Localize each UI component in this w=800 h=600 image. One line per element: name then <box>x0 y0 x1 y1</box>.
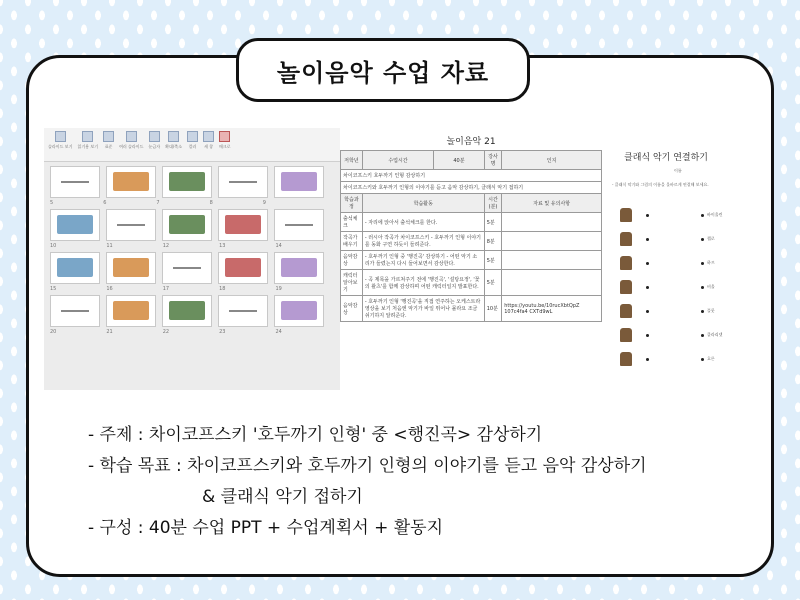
ribbon-icon <box>103 131 114 142</box>
slide-content <box>57 215 93 234</box>
slide-thumbnail[interactable] <box>162 209 212 241</box>
slide-content <box>225 215 261 234</box>
table-cell: - 호두까기 인형 '행진곡'을 직접 연주하는 오케스트라 영상을 보기 처음엔 악기가 바일 뛰어나 몰라요 조금 쉬기하지 알려준다. <box>362 296 484 322</box>
slide-content <box>169 172 205 191</box>
plan-header-cell: 강사명 <box>484 151 502 170</box>
ribbon-button[interactable] <box>165 131 182 158</box>
dot-icon <box>701 310 704 313</box>
slide-content <box>285 224 313 226</box>
slide-number-row <box>50 243 350 249</box>
table-cell: 캐릭터 알아보기 <box>341 270 363 296</box>
instrument-label: 첼로 <box>707 236 715 241</box>
ribbon-label: 새 창 <box>203 144 213 149</box>
ribbon-button[interactable] <box>119 131 143 158</box>
ribbon-icon <box>82 131 93 142</box>
slide-number: 12 <box>162 243 170 249</box>
worksheet-instruction: - 클래식 악기와 그림의 이름을 올바르게 연결해 보세요. <box>612 182 709 187</box>
ribbon-button[interactable] <box>219 131 231 158</box>
instrument-figure-icon <box>620 304 632 318</box>
slide-thumbnail[interactable] <box>50 166 100 198</box>
ribbon-icon <box>219 131 230 142</box>
slide-thumbnail[interactable] <box>106 252 156 284</box>
topic-line: - 주제 : 차이코프스키 '호두까기 인형' 중 <행진곡> 감상하기 <box>88 425 543 445</box>
worksheet-item <box>620 304 750 318</box>
slide-number: 16 <box>106 286 113 292</box>
slide-content <box>173 267 201 269</box>
ribbon-label: 확대/축소 <box>165 144 182 149</box>
plan-col-header: 시간(분) <box>484 194 502 213</box>
ribbon-label: 여러 슬라이드 <box>119 144 144 149</box>
ribbon-label: 슬라이드 보기 <box>48 144 73 149</box>
slide-thumbnail[interactable] <box>50 209 100 241</box>
ribbon-label: 컬러 <box>188 144 197 149</box>
table-cell: 5분 <box>484 213 502 232</box>
slide-number: 9 <box>262 200 266 206</box>
worksheet-name-label: 이름 <box>674 168 682 173</box>
table-cell <box>502 232 602 251</box>
ppt-screenshot <box>44 128 350 390</box>
worksheet-title: 클래식 악기 연결하기 <box>624 153 708 163</box>
instrument-label: 클라리넷 <box>707 332 723 337</box>
table-row <box>341 232 602 251</box>
slide-content <box>225 258 261 277</box>
dot-icon <box>646 310 649 313</box>
slide-thumbnail[interactable] <box>50 295 100 327</box>
table-row <box>341 296 602 322</box>
slide-content <box>281 172 317 191</box>
ribbon-icon <box>203 131 214 142</box>
slide-thumbnail[interactable] <box>106 166 156 198</box>
ribbon-button[interactable] <box>203 131 214 158</box>
dot-icon <box>646 238 649 241</box>
slide-number: 13 <box>219 243 226 249</box>
slide-number: 24 <box>275 329 282 335</box>
slide-number-row <box>50 329 350 335</box>
dot-icon <box>646 358 649 361</box>
goal-line: - 학습 목표 : 차이코프스키와 호두까기 인형의 이야기를 듣고 음악 감상하기 <box>88 456 647 476</box>
slide-number: 10 <box>50 243 57 249</box>
lesson-plan-screenshot <box>340 128 602 390</box>
table-cell: 음악감상 <box>341 296 363 322</box>
table-row <box>341 251 602 270</box>
slide-number-row <box>50 286 350 292</box>
table-cell: - 러시아 작곡가 차이코프스키 - 호두까기 인형 이야기를 동화 구연 하듯이 들려준다. <box>362 232 484 251</box>
instrument-label: 호른 <box>707 356 715 361</box>
slide-thumbnail[interactable] <box>162 166 212 198</box>
slide-thumbnail[interactable] <box>50 252 100 284</box>
slide-thumbnail[interactable] <box>274 166 324 198</box>
table-cell: https://youtu.be/10rucXbtQpZ 107c4fa4 CXTd9wL <box>502 296 602 322</box>
table-row <box>341 213 602 232</box>
table-row <box>341 270 602 296</box>
slide-thumbnail[interactable] <box>218 252 268 284</box>
slide-thumbnail[interactable] <box>274 252 324 284</box>
ribbon-label: 읽기용 보기 <box>77 144 99 149</box>
dot-icon <box>701 238 704 241</box>
slide-number: 7 <box>156 200 160 206</box>
page-title: 놀이음악 수업 자료 <box>236 38 530 102</box>
dot-icon <box>701 286 704 289</box>
slide-content <box>281 258 317 277</box>
instrument-figure-icon <box>620 232 632 246</box>
table-cell: - 곡 제목을 가르쳐주기 전에 '행진곡', '설탕요정', '꽃의 왈츠'를 함께 감상하며 어떤 캐릭터일지 발표한다. <box>362 270 484 296</box>
instrument-figure-icon <box>620 280 632 294</box>
slide-content <box>113 172 149 191</box>
slide-content <box>281 301 317 320</box>
ribbon-label: 눈금자 <box>148 144 161 149</box>
dot-icon <box>646 214 649 217</box>
slide-content <box>229 181 257 183</box>
slide-thumbnail[interactable] <box>106 295 156 327</box>
dot-icon <box>701 262 704 265</box>
plan-col-header: 자료 및 유의사항 <box>502 194 602 213</box>
composition-line: - 구성 : 40분 수업 PPT + 수업계획서 + 활동지 <box>88 518 443 538</box>
table-cell: - 호두까기 인형 중 '행진곡' 감상하기 - 어떤 악기 소리가 들렸는지 다시 들어보면서 감상한다. <box>362 251 484 270</box>
plan-col-header: 학습과정 <box>341 194 363 213</box>
worksheet-screenshot <box>604 130 760 392</box>
slide-number: 5 <box>50 200 54 206</box>
dot-icon <box>701 358 704 361</box>
slide-sorter <box>44 166 350 338</box>
slide-number: 15 <box>50 286 57 292</box>
plan-header-cell: 40분 <box>434 151 485 170</box>
slide-number: 6 <box>103 200 107 206</box>
plan-header-cell: 저학년 <box>341 151 363 170</box>
slide-content <box>61 310 89 312</box>
ribbon-button[interactable] <box>48 131 72 158</box>
ribbon-button[interactable] <box>77 131 98 158</box>
ribbon-icon <box>126 131 137 142</box>
slide-number: 20 <box>50 329 57 335</box>
slide-number: 18 <box>219 286 226 292</box>
ribbon-button[interactable] <box>103 131 114 158</box>
table-cell <box>502 251 602 270</box>
slide-content <box>169 301 205 320</box>
lesson-plan-table <box>340 150 602 322</box>
table-cell: - 자리에 앉아서 출석체크를 한다. <box>362 213 484 232</box>
slide-number: 23 <box>219 329 226 335</box>
table-cell: 작곡가 배우기 <box>341 232 363 251</box>
slide-thumbnail[interactable] <box>162 252 212 284</box>
ribbon-label: 매크로 <box>218 144 231 149</box>
table-cell: 출석체크 <box>341 213 363 232</box>
dot-icon <box>646 262 649 265</box>
slide-content <box>117 224 145 226</box>
slide-thumbnail[interactable] <box>218 209 268 241</box>
slide-number: 17 <box>162 286 170 292</box>
worksheet-item <box>620 256 750 270</box>
slide-content <box>57 258 93 277</box>
slide-content <box>229 310 257 312</box>
instrument-label: 바이올린 <box>707 212 723 217</box>
slide-number: 8 <box>209 200 213 206</box>
slide-thumbnail[interactable] <box>218 295 268 327</box>
slide-thumbnail[interactable] <box>274 209 324 241</box>
instrument-label: 플룻 <box>707 308 715 313</box>
instrument-figure-icon <box>620 352 632 366</box>
plan-col-header: 학습활동 <box>362 194 484 213</box>
instrument-figure-icon <box>620 208 632 222</box>
goal-line-continued: & 클래식 악기 접하기 <box>202 487 363 507</box>
plan-topic: 차이코프스키 호두까기 인형 감상하기 <box>341 170 602 182</box>
dot-icon <box>701 334 704 337</box>
ppt-ribbon <box>44 128 350 162</box>
table-cell: 5분 <box>484 251 502 270</box>
slide-number: 14 <box>275 243 282 249</box>
plan-header-cell: 수업시간 <box>362 151 433 170</box>
dot-icon <box>701 214 704 217</box>
ribbon-button[interactable] <box>149 131 161 158</box>
table-cell: 음악감상 <box>341 251 363 270</box>
slide-thumbnail[interactable] <box>218 166 268 198</box>
instrument-figure-icon <box>620 256 632 270</box>
slide-number: 11 <box>106 243 113 249</box>
slide-content <box>113 301 149 320</box>
plan-goal: 차이코프스키와 호두까기 인형의 이야기를 듣고 음악 감상하기, 클래식 악기 접하기 <box>341 182 602 194</box>
slide-content <box>113 258 149 277</box>
slide-content <box>61 181 89 183</box>
table-cell: 8분 <box>484 232 502 251</box>
slide-thumbnail[interactable] <box>162 295 212 327</box>
ribbon-label: 표준 <box>104 144 113 149</box>
slide-number-row <box>50 200 350 206</box>
lesson-plan-title: 놀이음악 21 <box>446 137 496 147</box>
worksheet-item <box>620 232 750 246</box>
ribbon-button[interactable] <box>187 131 198 158</box>
worksheet-item <box>620 328 750 342</box>
plan-header-cell: 인지 <box>502 151 602 170</box>
worksheet-item <box>620 208 750 222</box>
description-list <box>88 420 647 544</box>
slide-number: 19 <box>275 286 282 292</box>
instrument-figure-icon <box>620 328 632 342</box>
worksheet-item <box>620 352 750 366</box>
slide-content <box>169 215 205 234</box>
table-cell: 10분 <box>484 296 502 322</box>
worksheet-item <box>620 280 750 294</box>
slide-number: 21 <box>106 329 113 335</box>
slide-number: 22 <box>162 329 170 335</box>
instrument-label: 하프 <box>707 260 715 265</box>
dot-icon <box>646 286 649 289</box>
table-cell: 5분 <box>484 270 502 296</box>
ribbon-icon <box>149 131 160 142</box>
slide-thumbnail[interactable] <box>274 295 324 327</box>
table-cell <box>502 270 602 296</box>
instrument-label: 비올 <box>707 284 715 289</box>
ribbon-icon <box>187 131 198 142</box>
dot-icon <box>646 334 649 337</box>
table-cell <box>502 213 602 232</box>
ribbon-icon <box>55 131 66 142</box>
ribbon-icon <box>168 131 179 142</box>
slide-thumbnail[interactable] <box>106 209 156 241</box>
